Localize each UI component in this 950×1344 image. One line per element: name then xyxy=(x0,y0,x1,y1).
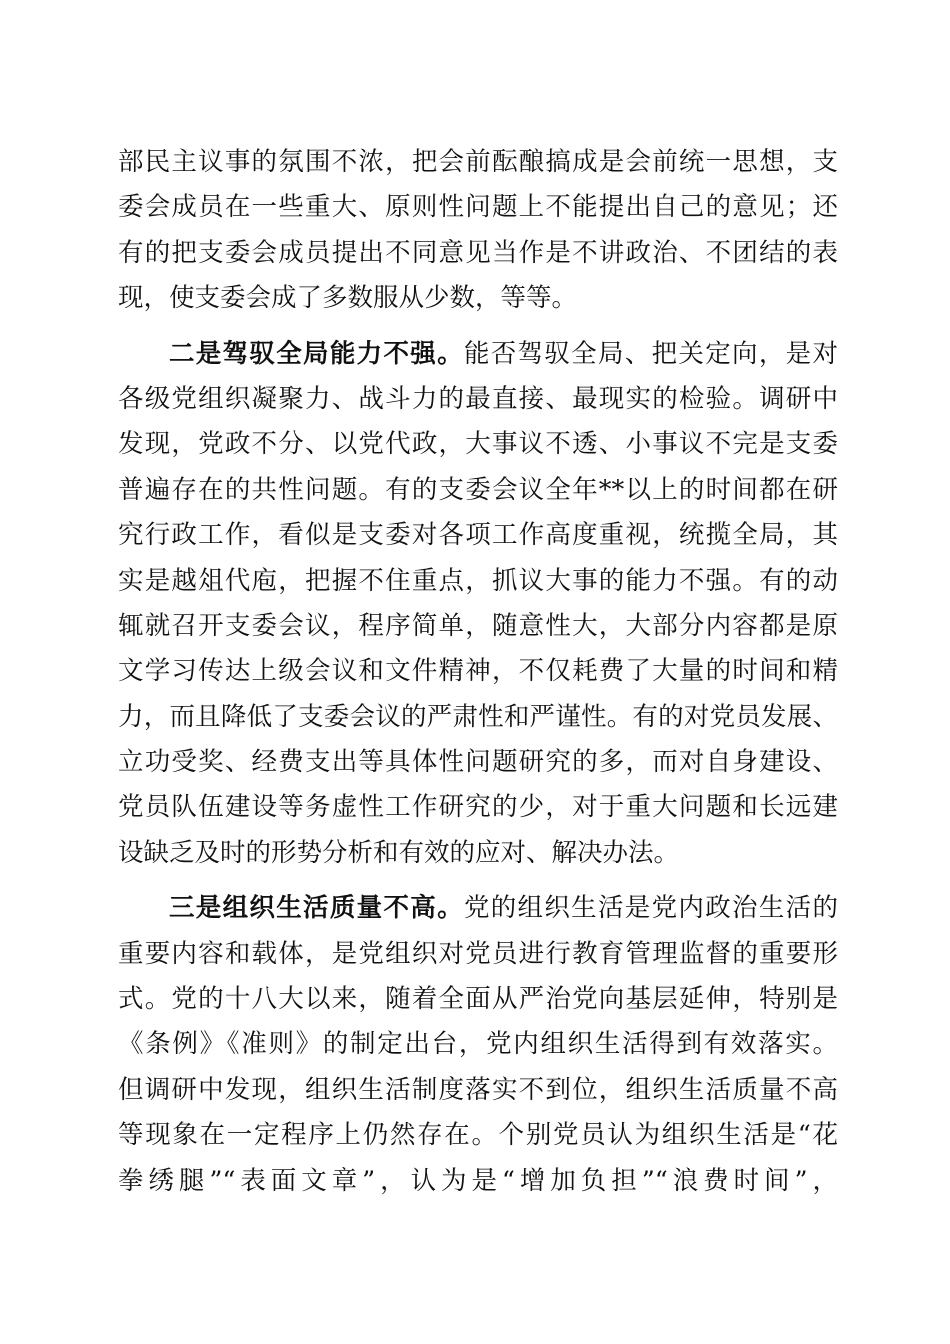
paragraph-3-lead-heading: 三是组织生活质量不高。 xyxy=(169,893,464,924)
paragraph-2-line-7: 辄就召开支委会议，程序简单，随意性大，大部分内容都是原 xyxy=(118,610,838,641)
paragraph-2-line-12: 设缺乏及时的形势分析和有效的应对、解决办法。 xyxy=(118,837,680,868)
paragraph-1-line-2: 委会成员在一些重大、原则性问题上不能提出自己的意见；还 xyxy=(118,192,838,223)
paragraph-2-line-2: 各级党组织凝聚力、战斗力的最直接、最现实的检验。调研中 xyxy=(118,383,838,414)
paragraph-3-line-7: 拳绣腿”“表面文章”，认为是“增加负担”“浪费时间”， xyxy=(118,1165,838,1196)
paragraph-3-line-1-text: 党的组织生活是党内政治生活的 xyxy=(463,893,838,924)
paragraph-2-line-6: 实是越俎代庖，把握不住重点，抓议大事的能力不强。有的动 xyxy=(118,565,838,596)
paragraph-2-line-1 xyxy=(118,332,838,377)
paragraph-2-line-4: 普遍存在的共性问题。有的支委会议全年**以上的时间都在研 xyxy=(118,474,838,505)
paragraph-2-line-3: 发现，党政不分、以党代政，大事议不透、小事议不完是支委 xyxy=(118,429,838,460)
paragraph-1-line-3: 有的把支委会成员提出不同意见当作是不讲政治、不团结的表 xyxy=(118,237,838,268)
paragraph-2-line-10: 立功受奖、经费支出等具体性问题研究的多，而对自身建设、 xyxy=(118,747,838,778)
paragraph-3-line-4: 《条例》《准则》的制定出台，党内组织生活得到有效落实。 xyxy=(118,1029,838,1060)
document-body xyxy=(118,140,838,1204)
paragraph-1-line-1: 部民主议事的氛围不浓，把会前酝酿搞成是会前统一思想，支 xyxy=(118,147,838,177)
paragraph-3-line-2: 重要内容和载体，是党组织对党员进行教育管理监督的重要形 xyxy=(118,938,838,969)
paragraph-3-line-6: 等现象在一定程序上仍然存在。个别党员认为组织生活是“花 xyxy=(118,1120,838,1151)
paragraph-2-line-8: 文学习传达上级会议和文件精神，不仅耗费了大量的时间和精 xyxy=(118,656,838,687)
paragraph-3-line-3: 式。党的十八大以来，随着全面从严治党向基层延伸，特别是 xyxy=(118,984,838,1015)
paragraph-2-lead-heading: 二是驾驭全局能力不强。 xyxy=(169,338,464,369)
paragraph-3-line-5: 但调研中发现，组织生活制度落实不到位，组织生活质量不高 xyxy=(118,1074,838,1105)
paragraph-2-line-9: 力，而且降低了支委会议的严肃性和严谨性。有的对党员发展、 xyxy=(118,701,838,732)
paragraph-2-line-5: 究行政工作，看似是支委对各项工作高度重视，统揽全局，其 xyxy=(118,520,838,551)
paragraph-1-line-4: 现，使支委会成了多数服从少数，等等。 xyxy=(118,283,578,314)
paragraph-2-line-1-text: 能否驾驭全局、把关定向，是对 xyxy=(463,338,838,369)
paragraph-3-line-1 xyxy=(118,886,838,931)
paragraph-2-line-11: 党员队伍建设等务虚性工作研究的少，对于重大问题和长远建 xyxy=(118,792,838,823)
